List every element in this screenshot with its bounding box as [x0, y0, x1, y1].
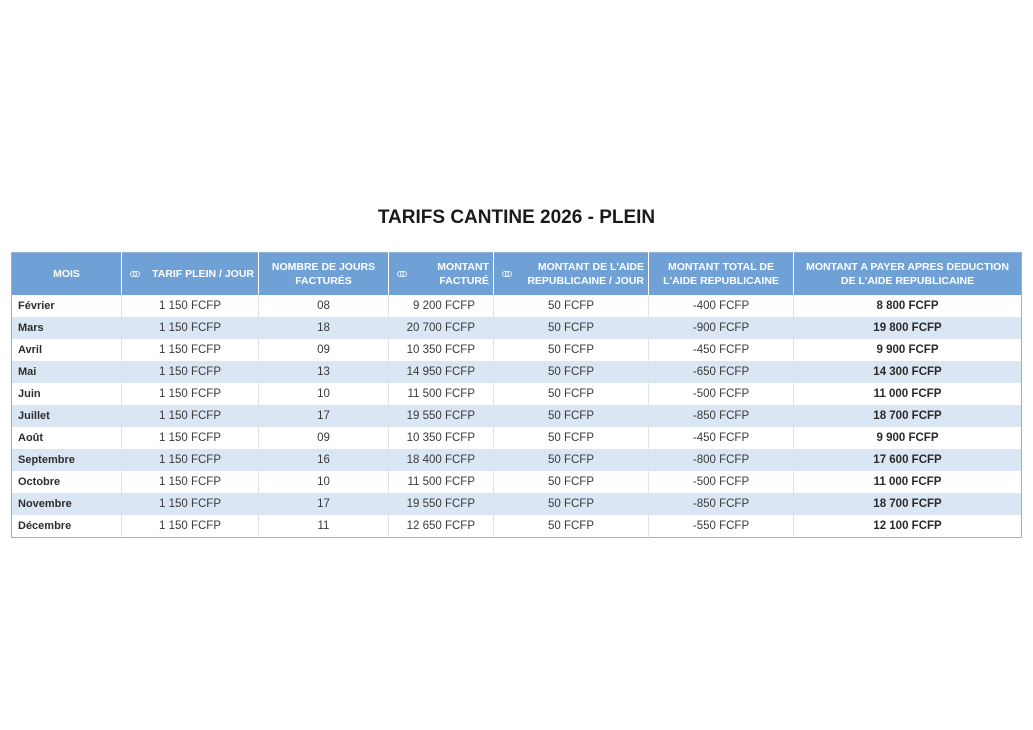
- cell-aide-jour: 50 FCFP: [494, 361, 649, 383]
- cell-tarif: 1 150 FCFP: [122, 471, 259, 493]
- cell-mois: Août: [12, 427, 122, 449]
- column-header-label: MOIS: [53, 268, 80, 280]
- cell-aide-total: -800 FCFP: [649, 449, 794, 471]
- column-header-jours[interactable]: [259, 253, 389, 296]
- cell-a-payer: 18 700 FCFP: [794, 405, 1022, 427]
- cell-montant: 11 500 FCFP: [389, 383, 494, 405]
- table-row: [12, 493, 1022, 515]
- cell-jours: 17: [259, 493, 389, 515]
- cell-aide-jour: 50 FCFP: [494, 471, 649, 493]
- cell-mois: Septembre: [12, 449, 122, 471]
- cell-tarif: 1 150 FCFP: [122, 493, 259, 515]
- table-row: [12, 317, 1022, 339]
- cell-a-payer: 9 900 FCFP: [794, 339, 1022, 361]
- cell-jours: 17: [259, 405, 389, 427]
- column-header-mois[interactable]: [12, 253, 122, 296]
- header-row: [12, 253, 1022, 296]
- cell-jours: 08: [259, 295, 389, 317]
- cell-a-payer: 12 100 FCFP: [794, 515, 1022, 538]
- column-header-label: TARIF PLEIN / JOUR: [152, 268, 254, 280]
- table-row: [12, 295, 1022, 317]
- cell-aide-jour: 50 FCFP: [494, 515, 649, 538]
- cell-aide-jour: 50 FCFP: [494, 295, 649, 317]
- cell-tarif: 1 150 FCFP: [122, 339, 259, 361]
- cell-aide-jour: 50 FCFP: [494, 339, 649, 361]
- link-icon: [397, 271, 406, 277]
- cell-aide-jour: 50 FCFP: [494, 427, 649, 449]
- table-row: [12, 339, 1022, 361]
- cell-aide-total: -900 FCFP: [649, 317, 794, 339]
- table-row: [12, 427, 1022, 449]
- cell-montant: 9 200 FCFP: [389, 295, 494, 317]
- cell-a-payer: 11 000 FCFP: [794, 471, 1022, 493]
- table-row: [12, 383, 1022, 405]
- column-header-montant[interactable]: [389, 253, 494, 296]
- cell-mois: Novembre: [12, 493, 122, 515]
- cell-mois: Octobre: [12, 471, 122, 493]
- column-header-a-payer[interactable]: [794, 253, 1022, 296]
- cell-aide-total: -500 FCFP: [649, 383, 794, 405]
- cell-jours: 10: [259, 383, 389, 405]
- column-header-label: MONTANT A PAYER APRES DEDUCTION DE L'AIDE REPUBLICAINE: [806, 261, 1009, 287]
- cell-a-payer: 11 000 FCFP: [794, 383, 1022, 405]
- cell-jours: 13: [259, 361, 389, 383]
- column-header-label: MONTANT TOTAL DE L'AIDE REPUBLICAINE: [663, 261, 779, 287]
- cell-a-payer: 19 800 FCFP: [794, 317, 1022, 339]
- cell-aide-jour: 50 FCFP: [494, 493, 649, 515]
- cell-mois: Juin: [12, 383, 122, 405]
- cell-montant: 20 700 FCFP: [389, 317, 494, 339]
- cell-aide-jour: 50 FCFP: [494, 383, 649, 405]
- cell-montant: 11 500 FCFP: [389, 471, 494, 493]
- cell-a-payer: 9 900 FCFP: [794, 427, 1022, 449]
- cell-montant: 10 350 FCFP: [389, 427, 494, 449]
- cell-aide-total: -400 FCFP: [649, 295, 794, 317]
- cell-tarif: 1 150 FCFP: [122, 515, 259, 538]
- cell-montant: 12 650 FCFP: [389, 515, 494, 538]
- cell-montant: 19 550 FCFP: [389, 405, 494, 427]
- cell-tarif: 1 150 FCFP: [122, 427, 259, 449]
- cell-jours: 18: [259, 317, 389, 339]
- cell-aide-total: -650 FCFP: [649, 361, 794, 383]
- cell-mois: Décembre: [12, 515, 122, 538]
- cell-tarif: 1 150 FCFP: [122, 449, 259, 471]
- cell-montant: 10 350 FCFP: [389, 339, 494, 361]
- cell-mois: Février: [12, 295, 122, 317]
- cell-jours: 10: [259, 471, 389, 493]
- cell-aide-total: -550 FCFP: [649, 515, 794, 538]
- cell-mois: Avril: [12, 339, 122, 361]
- cell-montant: 18 400 FCFP: [389, 449, 494, 471]
- cell-tarif: 1 150 FCFP: [122, 295, 259, 317]
- cell-aide-jour: 50 FCFP: [494, 405, 649, 427]
- cell-mois: Mai: [12, 361, 122, 383]
- cell-jours: 09: [259, 339, 389, 361]
- cell-jours: 11: [259, 515, 389, 538]
- cell-aide-total: -850 FCFP: [649, 493, 794, 515]
- cell-tarif: 1 150 FCFP: [122, 405, 259, 427]
- column-header-label: MONTANT FACTURÉ: [437, 261, 489, 287]
- link-icon: [502, 271, 511, 277]
- cell-aide-total: -500 FCFP: [649, 471, 794, 493]
- cell-tarif: 1 150 FCFP: [122, 361, 259, 383]
- column-header-label: NOMBRE DE JOURS FACTURÉS: [271, 261, 376, 287]
- link-icon: [130, 271, 139, 277]
- table-row: [12, 471, 1022, 493]
- cell-aide-total: -850 FCFP: [649, 405, 794, 427]
- column-header-aide-jour[interactable]: [494, 253, 649, 296]
- cell-jours: 09: [259, 427, 389, 449]
- column-header-tarif[interactable]: [122, 253, 259, 296]
- cell-aide-jour: 50 FCFP: [494, 449, 649, 471]
- cell-mois: Juillet: [12, 405, 122, 427]
- cell-aide-total: -450 FCFP: [649, 427, 794, 449]
- cell-jours: 16: [259, 449, 389, 471]
- cell-aide-jour: 50 FCFP: [494, 317, 649, 339]
- cell-tarif: 1 150 FCFP: [122, 383, 259, 405]
- cell-montant: 14 950 FCFP: [389, 361, 494, 383]
- cell-a-payer: 17 600 FCFP: [794, 449, 1022, 471]
- cell-mois: Mars: [12, 317, 122, 339]
- cell-a-payer: 14 300 FCFP: [794, 361, 1022, 383]
- tarifs-table: [11, 252, 1022, 538]
- table-row: [12, 515, 1022, 538]
- page-title: TARIFS CANTINE 2026 - PLEIN: [377, 207, 656, 228]
- table-row: [12, 361, 1022, 383]
- cell-a-payer: 18 700 FCFP: [794, 493, 1022, 515]
- column-header-aide-total[interactable]: [649, 253, 794, 296]
- cell-aide-total: -450 FCFP: [649, 339, 794, 361]
- cell-montant: 19 550 FCFP: [389, 493, 494, 515]
- table-row: [12, 449, 1022, 471]
- cell-tarif: 1 150 FCFP: [122, 317, 259, 339]
- cell-a-payer: 8 800 FCFP: [794, 295, 1022, 317]
- column-header-label: MONTANT DE L'AIDE REPUBLICAINE / JOUR: [527, 261, 644, 287]
- table-row: [12, 405, 1022, 427]
